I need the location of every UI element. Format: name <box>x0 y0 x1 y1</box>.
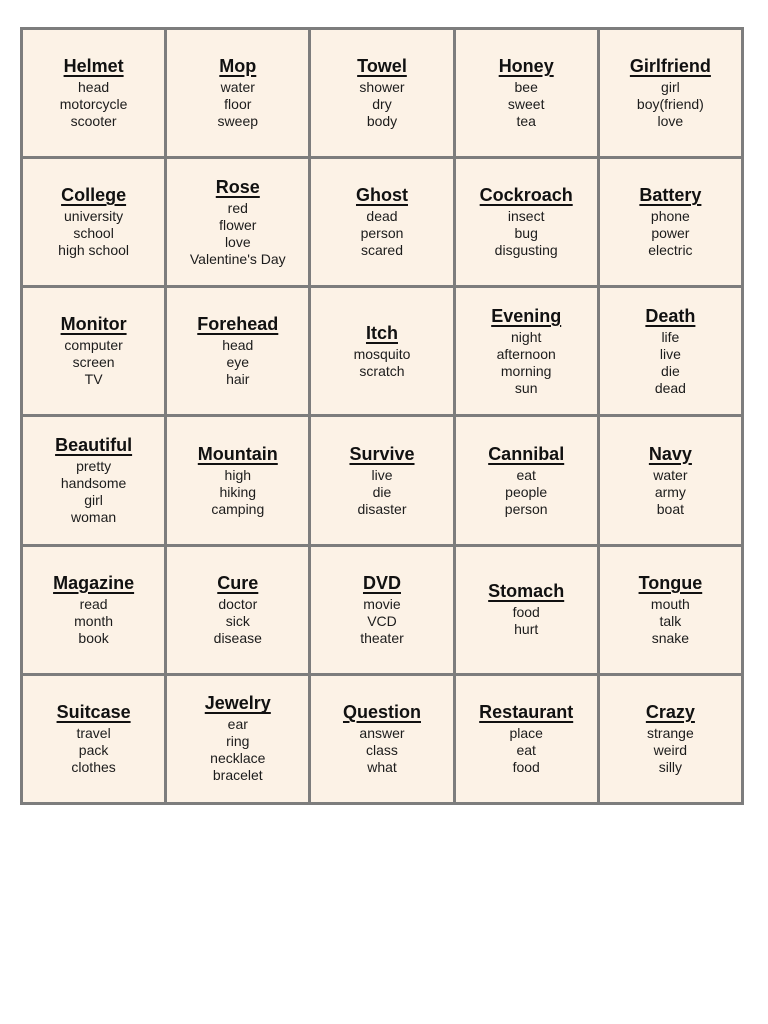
card-hint-list <box>214 596 262 647</box>
card-hint: weird <box>653 741 688 758</box>
card-hint-list <box>71 725 115 776</box>
card-hint-list <box>190 200 286 268</box>
word-card <box>600 30 741 156</box>
word-card <box>167 676 308 802</box>
card-hint: girl <box>661 79 680 96</box>
card-keyword: Ghost <box>355 185 408 206</box>
card-keyword: Death <box>645 305 696 326</box>
card-hint-list <box>509 725 542 776</box>
card-hint: university <box>64 208 124 225</box>
card-hint: boy(friend) <box>636 96 704 113</box>
card-hint: disease <box>213 629 262 646</box>
card-hint-list <box>222 337 253 388</box>
card-keyword: Cannibal <box>488 443 565 464</box>
word-card <box>600 288 741 414</box>
card-hint: motorcycle <box>59 96 128 113</box>
card-hint-list <box>653 467 687 518</box>
card-hint: disgusting <box>494 242 558 259</box>
card-hint-list <box>361 208 404 259</box>
card-hint: clothes <box>71 758 116 775</box>
word-card <box>600 417 741 543</box>
card-keyword: Jewelry <box>204 693 271 714</box>
card-hint: woman <box>71 509 117 526</box>
card-keyword: Tongue <box>638 572 703 593</box>
word-card <box>23 676 164 802</box>
card-hint: eat <box>516 741 536 758</box>
card-hint: talk <box>659 612 682 629</box>
card-hint-list <box>210 716 265 784</box>
card-hint: snake <box>651 629 690 646</box>
card-hint: people <box>505 483 548 500</box>
card-keyword: Cockroach <box>479 185 573 206</box>
word-card <box>456 547 597 673</box>
card-keyword: Cure <box>217 572 259 593</box>
card-hint: love <box>657 113 684 130</box>
card-hint: high school <box>58 242 129 259</box>
card-keyword: Question <box>342 701 421 722</box>
word-card <box>600 159 741 285</box>
card-hint: food <box>512 604 540 621</box>
word-card <box>456 159 597 285</box>
card-hint-list <box>648 208 692 259</box>
card-hint: power <box>651 225 690 242</box>
card-hint: bracelet <box>212 767 263 784</box>
card-hint: bug <box>514 225 538 242</box>
card-hint: hurt <box>514 621 539 638</box>
card-keyword: Forehead <box>197 314 279 335</box>
card-keyword: Suitcase <box>56 701 131 722</box>
card-keyword: Evening <box>491 305 562 326</box>
card-hint: die <box>372 483 392 500</box>
card-hint: dead <box>654 379 686 396</box>
card-hint: hair <box>226 371 250 388</box>
card-hint: head <box>222 337 254 354</box>
card-hint-list <box>497 329 556 397</box>
card-hint: sun <box>514 379 538 396</box>
card-hint: scratch <box>359 362 405 379</box>
card-hint: handsome <box>60 475 127 492</box>
card-hint: eat <box>516 466 536 483</box>
word-card <box>456 288 597 414</box>
card-hint: sweep <box>217 113 259 130</box>
card-hint: life <box>661 328 680 345</box>
card-hint-list <box>58 208 129 259</box>
card-hint: eye <box>226 354 250 371</box>
word-card <box>600 676 741 802</box>
card-hint: insect <box>507 208 545 225</box>
word-card <box>311 676 452 802</box>
card-hint: theater <box>360 629 404 646</box>
card-keyword: Magazine <box>53 572 135 593</box>
card-hint: book <box>78 629 109 646</box>
card-hint: place <box>509 724 543 741</box>
card-keyword: Rose <box>215 176 260 197</box>
card-keyword: Restaurant <box>479 701 574 722</box>
card-hint-list <box>211 467 264 518</box>
card-hint-list <box>508 79 545 130</box>
card-hint: body <box>366 113 398 130</box>
card-hint-list <box>655 329 686 397</box>
card-hint: bee <box>514 79 538 96</box>
card-hint-list <box>651 596 690 647</box>
word-card <box>23 288 164 414</box>
card-hint: sick <box>225 612 250 629</box>
card-keyword: DVD <box>362 572 401 593</box>
word-card <box>23 417 164 543</box>
card-hint: army <box>654 483 686 500</box>
card-keyword: Girlfriend <box>629 56 711 77</box>
card-hint: movie <box>363 595 401 612</box>
card-hint: what <box>367 758 397 775</box>
card-keyword: Battery <box>639 185 702 206</box>
card-hint: red <box>227 199 248 216</box>
card-keyword: Honey <box>498 56 554 77</box>
card-hint: afternoon <box>496 345 556 362</box>
card-hint: person <box>504 500 548 517</box>
card-hint-list <box>495 208 558 259</box>
card-hint-list <box>60 79 128 130</box>
card-hint: camping <box>211 500 265 517</box>
card-keyword: Helmet <box>63 56 124 77</box>
card-keyword: Stomach <box>488 581 565 602</box>
word-card <box>311 288 452 414</box>
card-hint-list <box>637 79 704 130</box>
word-card <box>311 547 452 673</box>
card-hint: shower <box>359 79 405 96</box>
card-hint: high <box>224 466 252 483</box>
word-card <box>600 547 741 673</box>
card-hint: food <box>512 758 540 775</box>
card-hint: scared <box>360 242 403 259</box>
card-keyword: Survive <box>349 443 415 464</box>
card-hint: water <box>653 466 688 483</box>
word-card <box>23 547 164 673</box>
card-hint: answer <box>359 724 405 741</box>
card-hint: live <box>659 345 681 362</box>
word-card <box>23 159 164 285</box>
card-hint: dead <box>366 208 398 225</box>
card-hint: phone <box>650 208 690 225</box>
card-hint-list <box>74 596 113 647</box>
card-hint: doctor <box>218 595 258 612</box>
card-hint: tea <box>516 113 536 130</box>
card-hint: water <box>220 79 255 96</box>
card-hint: die <box>661 362 680 379</box>
card-hint: class <box>366 741 398 758</box>
card-hint-list <box>359 79 404 130</box>
word-card <box>456 417 597 543</box>
card-hint: live <box>371 466 393 483</box>
card-hint: mouth <box>650 595 690 612</box>
card-hint: strange <box>647 724 694 741</box>
card-hint: computer <box>64 337 123 354</box>
card-hint: VCD <box>367 612 397 629</box>
card-hint: night <box>511 328 542 345</box>
card-hint: morning <box>500 362 552 379</box>
card-hint-list <box>360 596 404 647</box>
card-keyword: Towel <box>357 56 407 77</box>
card-hint-list <box>357 467 406 518</box>
card-hint-list <box>647 725 694 776</box>
card-hint: love <box>224 233 251 250</box>
card-hint-list <box>513 604 540 638</box>
card-keyword: College <box>61 185 127 206</box>
card-hint: boat <box>656 500 684 517</box>
card-hint-list <box>64 337 122 388</box>
card-hint: flower <box>219 216 257 233</box>
card-hint: pack <box>78 741 109 758</box>
card-hint-list <box>61 458 126 526</box>
card-keyword: Monitor <box>60 314 127 335</box>
card-keyword: Mountain <box>197 443 278 464</box>
card-hint-list <box>359 725 404 776</box>
word-card <box>311 159 452 285</box>
card-keyword: Mop <box>219 56 257 77</box>
card-hint: floor <box>224 96 252 113</box>
card-hint: travel <box>76 724 111 741</box>
card-hint: disaster <box>357 500 407 517</box>
word-card <box>167 547 308 673</box>
card-hint: TV <box>84 371 103 388</box>
card-keyword: Crazy <box>645 701 695 722</box>
card-hint: scooter <box>70 113 117 130</box>
card-hint: ear <box>227 716 248 733</box>
card-hint-list <box>218 79 258 130</box>
word-card <box>167 288 308 414</box>
card-hint: necklace <box>210 750 266 767</box>
word-card <box>23 30 164 156</box>
taboo-card-sheet <box>20 27 744 805</box>
card-hint: Valentine's Day <box>189 250 286 267</box>
card-keyword: Navy <box>648 443 692 464</box>
card-hint: mosquito <box>353 345 411 362</box>
word-card <box>167 30 308 156</box>
card-hint: month <box>74 612 114 629</box>
card-hint: hiking <box>219 483 257 500</box>
card-hint-list <box>354 346 411 380</box>
card-keyword: Itch <box>365 322 398 343</box>
card-hint: silly <box>658 758 683 775</box>
card-hint: sweet <box>507 96 545 113</box>
card-hint: electric <box>648 242 693 259</box>
word-card <box>167 417 308 543</box>
card-hint: ring <box>226 733 250 750</box>
card-hint: girl <box>84 492 103 509</box>
card-keyword: Beautiful <box>55 435 133 456</box>
card-hint: school <box>73 225 114 242</box>
card-hint: dry <box>372 96 392 113</box>
card-hint: head <box>78 79 110 96</box>
word-card <box>311 417 452 543</box>
word-card <box>456 30 597 156</box>
word-card <box>167 159 308 285</box>
card-hint: read <box>79 595 108 612</box>
word-card <box>456 676 597 802</box>
card-hint: screen <box>72 354 115 371</box>
card-hint-list <box>505 467 548 518</box>
card-hint: person <box>360 225 404 242</box>
card-hint: pretty <box>76 458 112 475</box>
word-card <box>311 30 452 156</box>
